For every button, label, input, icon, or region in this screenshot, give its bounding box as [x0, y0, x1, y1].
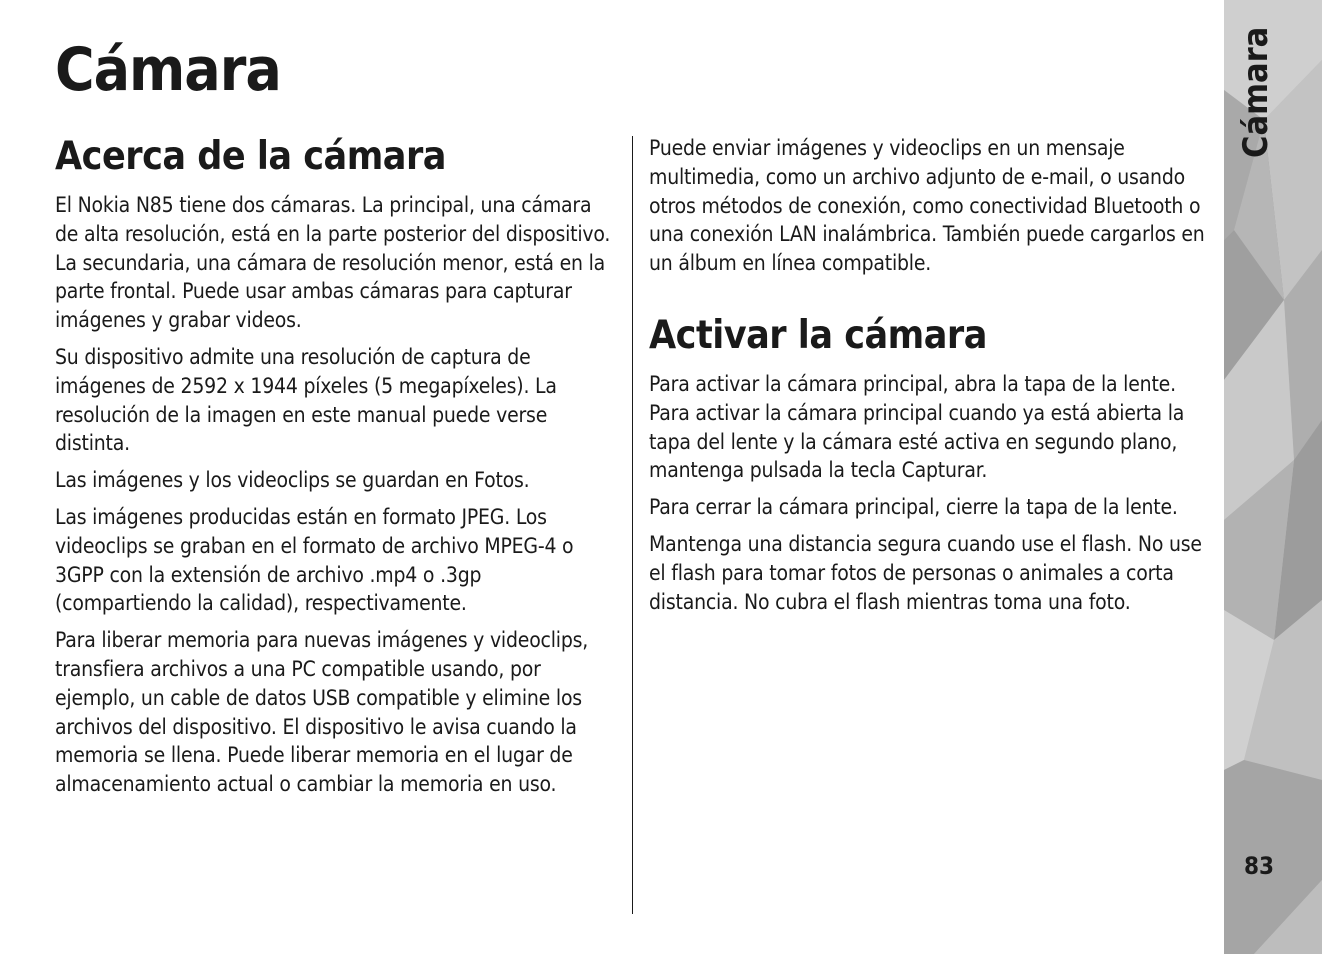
column-divider [632, 136, 633, 914]
paragraph: Para cerrar la cámara principal, cierre la tapa de la lente. [649, 495, 1178, 520]
paragraph: Las imágenes y los videoclips se guardan en Fotos. [55, 468, 530, 493]
page-number: 83 [1243, 852, 1275, 880]
left-column [55, 132, 620, 807]
section-heading-about-camera: Acerca de la cámara [55, 134, 446, 179]
paragraph: Mantenga una distancia segura cuando use el flash. No use el flash para tomar fotos de personas o animales a corta distancia. No cubra el flash mientras toma una foto. [649, 531, 1202, 614]
paragraph: Su dispositivo admite una resolución de captura de imágenes de 2592 x 1944 píxeles (5 megapíxeles). La resolución de la imagen en este manual puede verse distinta. [55, 344, 557, 456]
section-heading-activate-camera: Activar la cámara [649, 312, 987, 358]
paragraph: Las imágenes producidas están en formato JPEG. Los videoclips se graban en el formato de archivo MPEG-4 o 3GPP con la extensión de archivo .mp4 o .3gp (compartiendo la calidad), respectivamente. [55, 504, 574, 616]
side-tab-label: Cámara [1236, 26, 1276, 158]
paragraph: Para activar la cámara principal, abra la tapa de la lente. Para activar la cámara principal cuando ya está abierta la tapa del lente y la cámara esté activa en segundo plano, mantenga pulsada la tecla Capturar. [649, 371, 1185, 483]
chapter-title: Cámara [55, 35, 281, 105]
paragraph: Para liberar memoria para nuevas imágenes y videoclips, transfiera archivos a una PC compatible usando, por ejemplo, un cable de datos USB compatible y elimine los archivos del dispositivo. El dispositivo le avisa cuando la memoria se llena. Puede liberar memoria en el lugar de almacenamiento actual o cambiar la memoria en uso. [55, 628, 589, 797]
paragraph: El Nokia N85 tiene dos cámaras. La principal, una cámara de alta resolución, está en la parte posterior del dispositivo. La secundaria, una cámara de resolución menor, está en la parte frontal. Puede usar ambas cámaras para capturar imágenes y grabar videos. [55, 193, 611, 333]
right-column [649, 134, 1214, 624]
paragraph: Puede enviar imágenes y videoclips en un mensaje multimedia, como un archivo adjunto de e-mail, o usando otros métodos de conexión, como conectividad Bluetooth o una conexión LAN inalámbrica. También puede cargarlos en un álbum en línea compatible. [649, 136, 1205, 276]
